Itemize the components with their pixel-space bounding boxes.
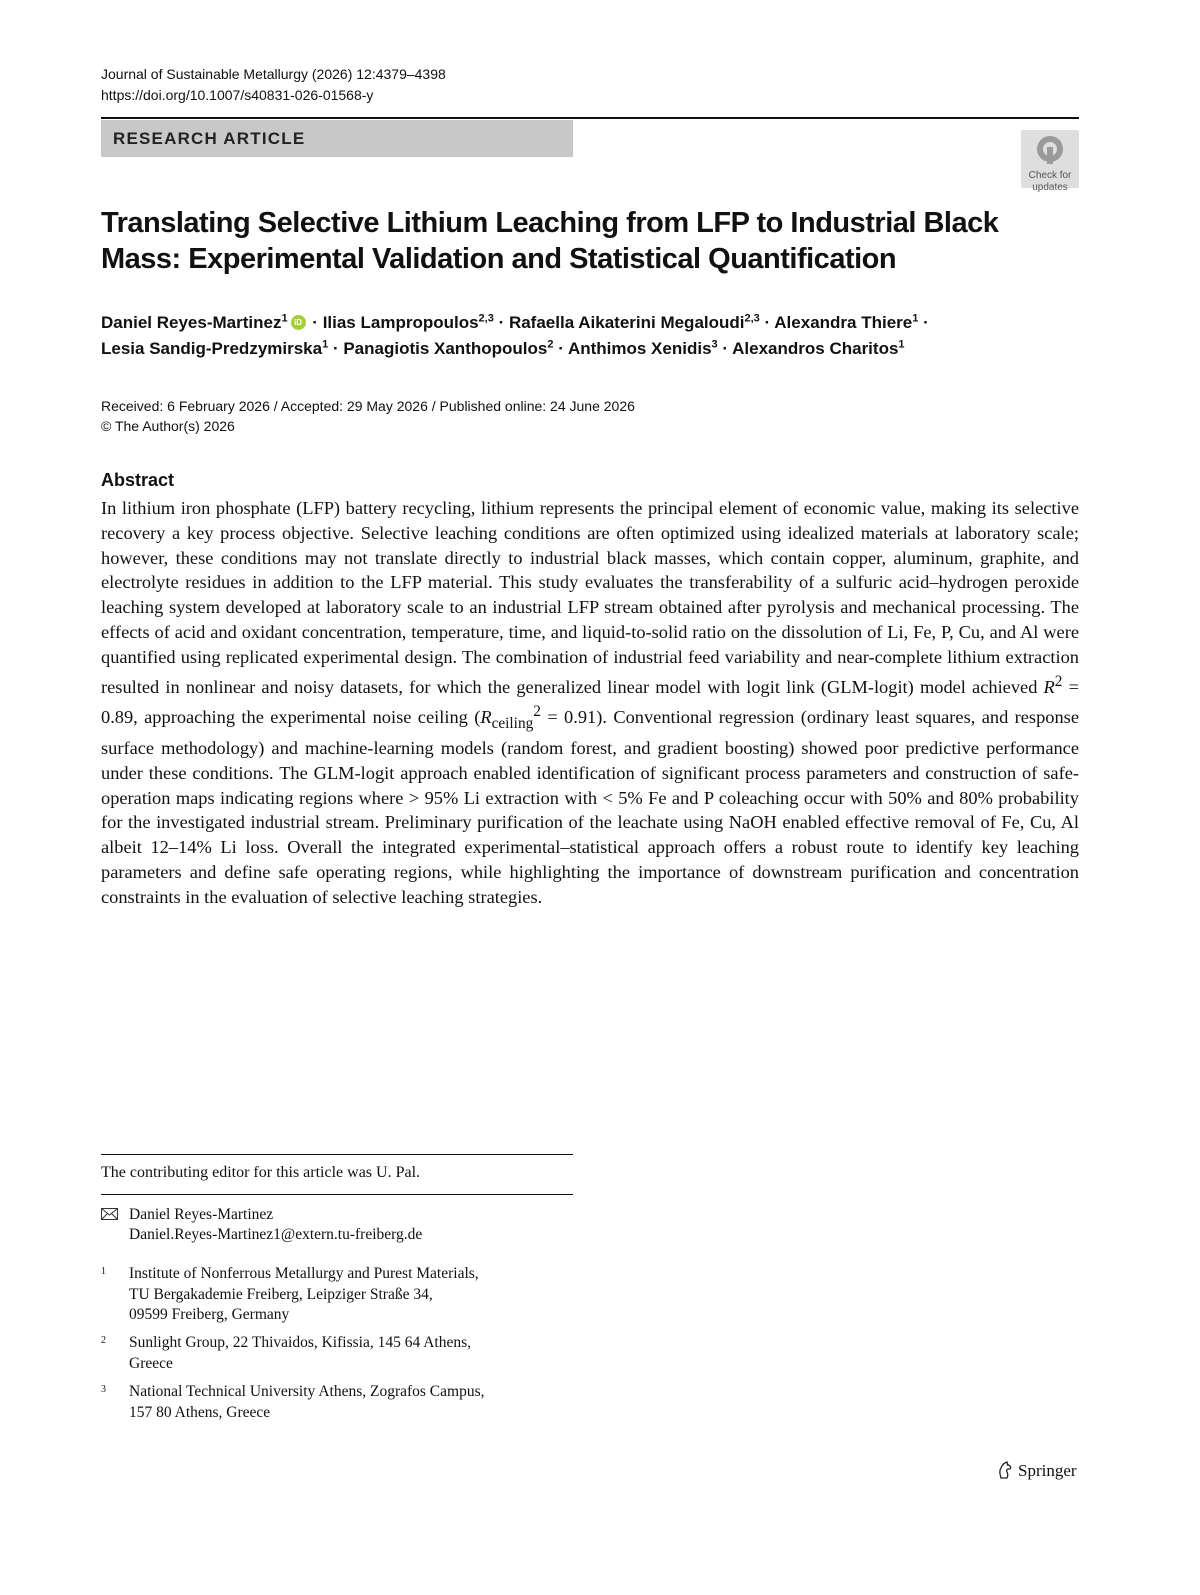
envelope-icon — [101, 1208, 118, 1220]
affiliation-line: Sunlight Group, 22 Thivaidos, Kifissia, 145 64 Athens, — [129, 1334, 472, 1351]
author-name[interactable]: Anthimos Xenidis — [567, 339, 712, 358]
author-affil-sup: 1 — [322, 338, 329, 351]
r-squared-sup: 2 — [1054, 672, 1063, 690]
author-name[interactable]: Lesia Sandig-Predzymirska — [101, 339, 323, 358]
r-ceiling-symbol: R — [480, 706, 492, 727]
author-name[interactable]: Daniel Reyes-Martinez — [101, 313, 282, 332]
footnote-rule-bottom — [101, 1194, 573, 1195]
affiliation-line: National Technical University Athens, Zografos Campus, — [129, 1383, 485, 1400]
author-name[interactable]: Alexandra Thiere — [774, 313, 913, 332]
footnote-rule-top — [101, 1154, 573, 1155]
article-type-label: RESEARCH ARTICLE — [101, 120, 573, 157]
author-separator: · — [553, 339, 568, 358]
author-separator: · — [328, 339, 344, 358]
author-name[interactable]: Alexandros Charitos — [732, 339, 899, 358]
author-name[interactable]: Ilias Lampropoulos — [322, 313, 479, 332]
author-separator: · — [918, 313, 929, 332]
affiliation-line: TU Bergakademie Freiberg, Leipziger Straße 34, — [129, 1285, 433, 1303]
affiliation-number: 1 — [101, 1266, 106, 1277]
author-name[interactable]: Panagiotis Xanthopoulos — [343, 339, 548, 358]
copyright-line: © The Author(s) 2026 — [101, 418, 235, 434]
check-updates-line1: Check for — [1028, 170, 1072, 181]
abstract-body — [101, 496, 1079, 910]
author-affil-sup: 3 — [711, 338, 718, 351]
author-separator: · — [717, 339, 733, 358]
abstract-text-part3: = 0.91). Conventional regression (ordinary least squares, and response surface methodology) and machine-learning models (random forest, and gradient boosting) showed poor predictive performance under these conditions. The GLM-logit approach enabled identification of significant process parameters and construction of safe-operation maps indicating regions where > 95% Li extraction with < 5% Fe and P coleaching occur with 50% and 80% probability for the investigated industrial stream. Preliminary purification of the leachate using NaOH enabled effective removal of Fe, Cu, Al albeit 12–14% Li loss. Overall the integrated experimental–statistical approach offers a robust route to identify key leaching parameters and define safe operating regions, while highlighting the importance of downstream purification and concentration constraints in the evaluation of selective leaching strategies. — [101, 706, 1079, 907]
affiliation-line: Institute of Nonferrous Metallurgy and Purest Materials, — [129, 1265, 479, 1282]
author-name[interactable]: Rafaella Aikaterini Megaloudi — [508, 313, 745, 332]
author-separator: · — [493, 313, 509, 332]
doi-link[interactable]: https://doi.org/10.1007/s40831-026-01568-y — [101, 87, 374, 103]
header-rule — [101, 117, 1079, 119]
author-affil-sup: 2 — [547, 338, 554, 351]
journal-citation: Journal of Sustainable Metallurgy (2026) 12:4379–4398 — [101, 66, 446, 82]
author-affil-sup: 2,3 — [744, 312, 760, 325]
affiliation-line: 157 80 Athens, Greece — [129, 1403, 271, 1421]
orcid-icon[interactable] — [291, 315, 306, 330]
orcid-label: iD — [294, 318, 303, 327]
check-updates-badge[interactable] — [1021, 130, 1079, 193]
affiliation-line: Greece — [129, 1354, 173, 1372]
check-updates-icon — [1035, 134, 1065, 164]
author-separator: · — [759, 313, 775, 332]
contact-name: Daniel Reyes-Martinez — [129, 1206, 274, 1223]
abstract-text-part2: = 0.89, approaching the experimental noise ceiling ( — [101, 676, 1079, 727]
author-affil-sup: 1 — [898, 338, 905, 351]
author-affil-sup: 1 — [912, 312, 919, 325]
affiliation-line: 09599 Freiberg, Germany — [129, 1306, 290, 1323]
journal-header — [101, 64, 446, 106]
r-ceiling-subscript: ceiling — [491, 714, 534, 732]
publisher-logo[interactable] — [995, 1460, 1077, 1482]
author-affil-sup: 1 — [281, 312, 288, 325]
author-affil-sup: 2,3 — [478, 312, 494, 325]
publication-dates — [101, 396, 635, 436]
publisher-name: Springer — [1018, 1461, 1077, 1480]
r-squared-symbol: R — [1043, 676, 1055, 697]
abstract-heading: Abstract — [101, 470, 175, 490]
editor-note: The contributing editor for this article was U. Pal. — [101, 1164, 421, 1181]
affiliation-number: 2 — [101, 1335, 106, 1346]
abstract-text-part1: In lithium iron phosphate (LFP) battery recycling, lithium represents the principal element of economic value, making its selective recovery a key process objective. Selective leaching conditions are often optimized using idealized materials at laboratory scale; however, these conditions may not translate directly to industrial black masses, which contain copper, aluminum, graphite, and electrolyte residues in addition to the LFP material. This study evaluates the transferability of a sulfuric acid–hydrogen peroxide leaching system developed at laboratory scale to an industrial LFP stream obtained after pyrolysis and mechanical processing. The effects of acid and oxidant concentration, temperature, time, and liquid-to-solid ratio on the dissolution of Li, Fe, P, Cu, and Al were quantified using replicated experimental design. The combination of industrial feed variability and near-complete lithium extraction resulted in nonlinear and noisy datasets, for which the generalized linear model with logit link (GLM-logit) model achieved — [101, 498, 1079, 697]
affiliation-number: 3 — [101, 1384, 106, 1395]
author-separator: · — [307, 313, 323, 332]
contact-email[interactable]: Daniel.Reyes-Martinez1@extern.tu-freiberg.de — [129, 1226, 423, 1243]
check-updates-line2: updates — [1032, 182, 1068, 193]
springer-horse-icon — [995, 1460, 1015, 1480]
author-list — [101, 310, 1091, 362]
r-ceiling-sup: 2 — [533, 702, 541, 720]
date-history: Received: 6 February 2026 / Accepted: 29 May 2026 / Published online: 24 June 2026 — [101, 398, 635, 414]
article-title: Translating Selective Lithium Leaching from LFP to Industrial Black Mass: Experimental Validation and Statistical Quantification — [101, 207, 999, 275]
